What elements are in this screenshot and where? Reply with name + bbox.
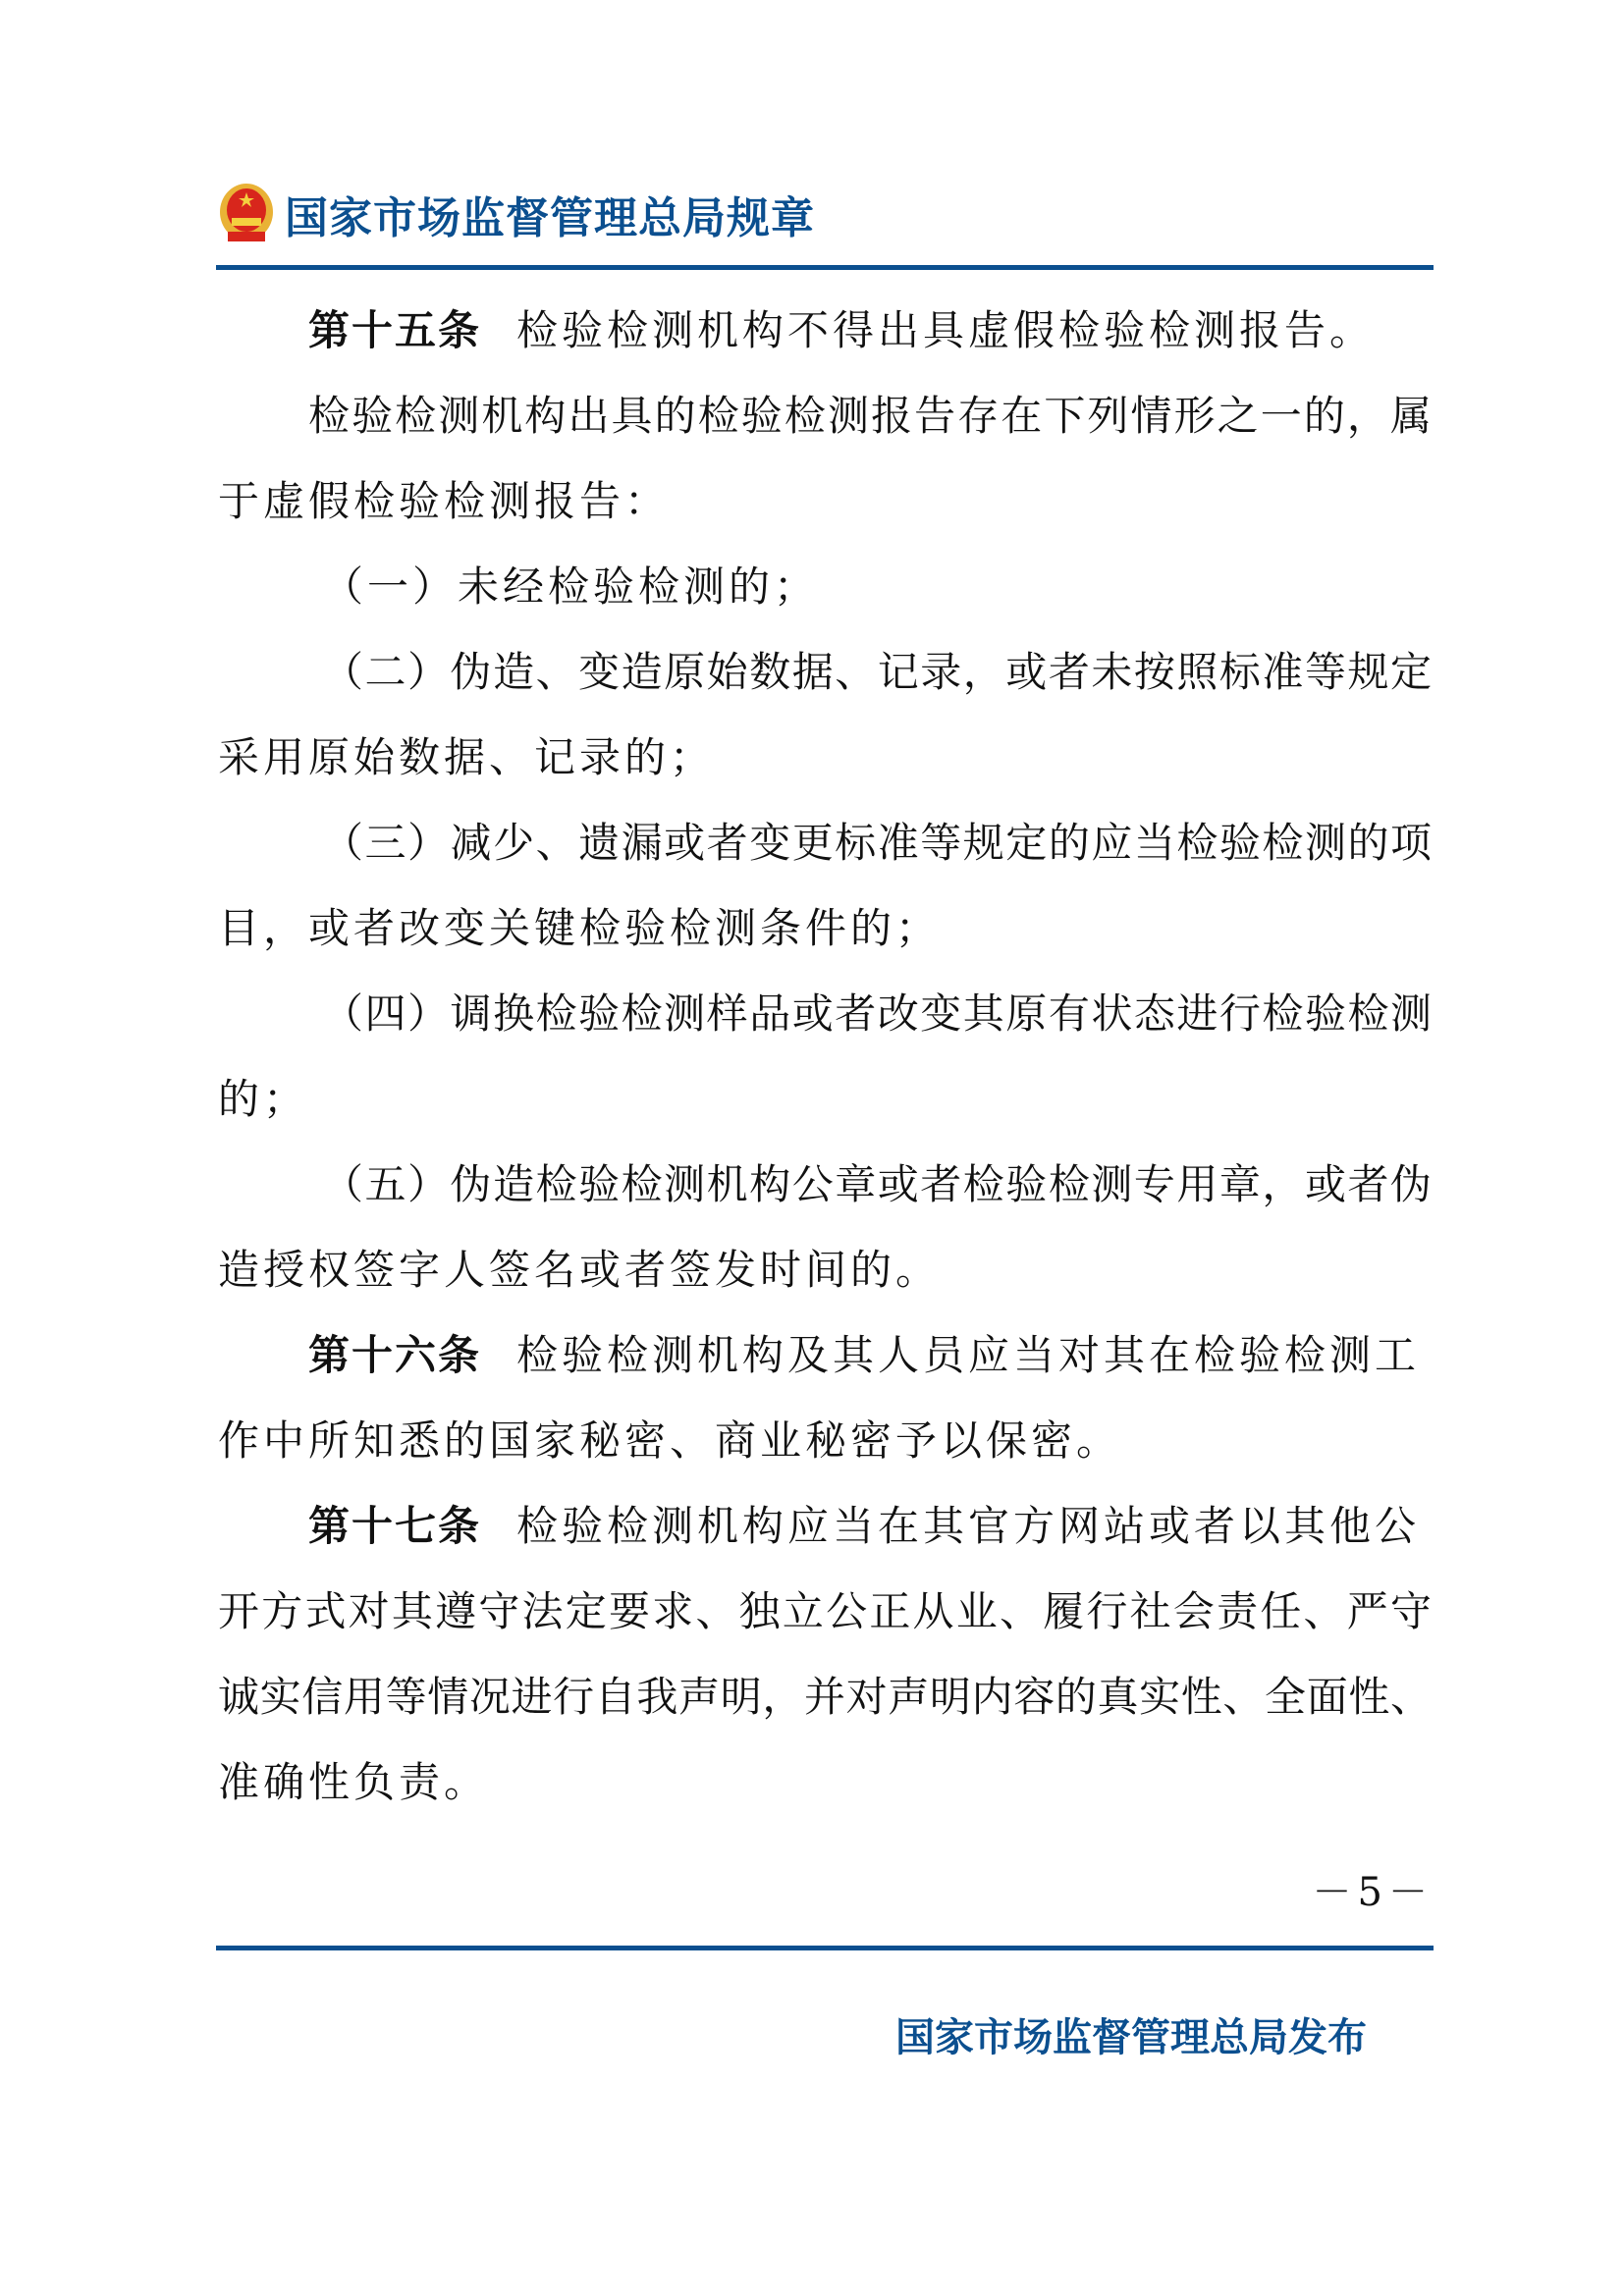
header-rule [216, 265, 1434, 270]
body-line: 造授权签字人签名或者签发时间的。 [218, 1246, 942, 1294]
page-number: －5－ [1312, 1870, 1434, 1915]
body-line: 准确性负责。 [218, 1758, 490, 1806]
body-line: 诚实信用等情况进行自我声明，并对声明内容的真实性、全面性、 [218, 1673, 1432, 1721]
document-header [218, 183, 815, 245]
text: 检验检测机构应当在其官方网站或者以其他公 [516, 1502, 1421, 1550]
article-label: 第十七条 [308, 1502, 482, 1550]
body-line: （四）调换检验检测样品或者改变其原有状态进行检验检测 [322, 989, 1432, 1038]
document-body [218, 297, 1432, 1835]
body-line: （一）未经检验检测的； [322, 562, 820, 611]
header-title: 国家市场监督管理总局规章 [285, 193, 815, 243]
body-line: 作中所知悉的国家秘密、商业秘密予以保密。 [218, 1416, 1122, 1465]
body-line: 开方式对其遵守法定要求、独立公正从业、履行社会责任、严守 [218, 1587, 1432, 1635]
article-label: 第十六条 [308, 1331, 482, 1379]
body-line: 于虚假检验检测报告： [218, 477, 671, 525]
body-line: 目，或者改变关键检验检测条件的； [218, 904, 942, 952]
article-15-line [218, 297, 1432, 383]
text: 检验检测机构及其人员应当对其在检验检测工 [516, 1331, 1421, 1379]
body-line: 检验检测机构出具的检验检测报告存在下列情形之一的，属 [308, 392, 1432, 440]
body-line: 的； [218, 1075, 309, 1123]
body-line: （二）伪造、变造原始数据、记录，或者未按照标准等规定 [322, 648, 1432, 696]
article-17-line [218, 1493, 1432, 1578]
text: 检验检测机构不得出具虚假检验检测报告。 [516, 306, 1376, 354]
body-line: （五）伪造检验检测机构公章或者检验检测专用章，或者伪 [322, 1160, 1432, 1208]
body-line: 采用原始数据、记录的； [218, 733, 716, 781]
article-label: 第十五条 [308, 306, 482, 354]
footer-rule [216, 1946, 1434, 1950]
body-line: （三）减少、遗漏或者变更标准等规定的应当检验检测的项 [322, 819, 1432, 867]
national-emblem-icon [218, 183, 275, 245]
footer-publisher: 国家市场监督管理总局发布 [895, 2015, 1367, 2060]
article-16-line [218, 1322, 1432, 1408]
